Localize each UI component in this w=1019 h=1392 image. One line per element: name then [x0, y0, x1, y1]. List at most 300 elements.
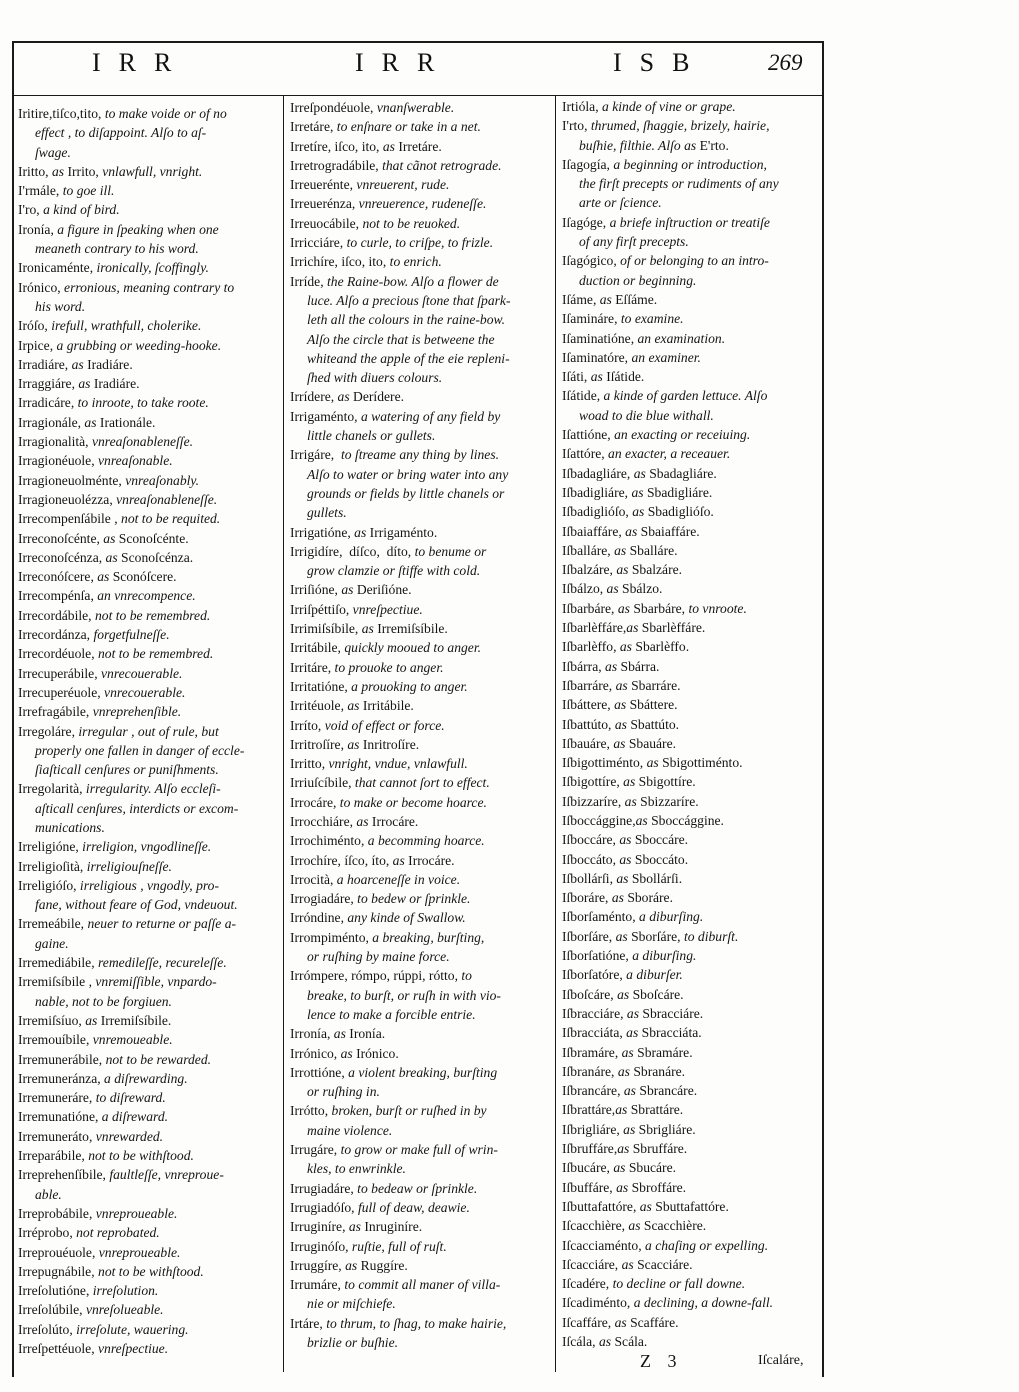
entry-first-line [290, 445, 552, 464]
entry-first-line [18, 1107, 280, 1126]
headword: Irrigáre, [290, 447, 335, 463]
headword: Irritatióne, [290, 678, 348, 694]
definition-text: a declining, a downe-fall. [630, 1295, 774, 1311]
definition-text: a watering of any field by [357, 408, 501, 424]
definition-text: as [612, 870, 629, 886]
entry-first-line [562, 1004, 824, 1023]
cross-reference: Irrocáre. [404, 852, 455, 868]
dictionary-entry [18, 779, 280, 837]
dictionary-entry [290, 1198, 552, 1217]
entry-first-line [18, 220, 280, 239]
entry-first-line [562, 792, 824, 811]
headword: Iſbarlèffo, [562, 639, 617, 655]
definition-text: as [337, 582, 354, 598]
dictionary-entry [290, 908, 552, 927]
entry-first-line [562, 1023, 824, 1042]
entry-first-line [562, 425, 824, 444]
dictionary-entry [18, 413, 280, 432]
entry-first-line [562, 888, 824, 907]
cross-reference: Sbrancáre. [635, 1083, 698, 1099]
headword: Irrugiadóſo, [290, 1199, 355, 1215]
headword: Iſcála, [562, 1334, 596, 1349]
definition-text: vnremiſſible, vnpardo- [92, 974, 217, 990]
definition-text: vnreſpectiue. [349, 601, 423, 617]
dictionary-entry [562, 946, 824, 965]
definition-text: grow clamzie or ſtiffe with cold. [307, 563, 481, 579]
entry-first-line [562, 444, 824, 463]
entry-continuation-line [562, 193, 824, 212]
dictionary-entry [562, 676, 824, 695]
cross-reference: Iſátide. [602, 369, 645, 385]
dictionary-entry [562, 657, 824, 676]
headword: Irremeábile, [18, 916, 85, 932]
headword: Irrugiadáre, [290, 1180, 354, 1196]
dictionary-entry [290, 638, 552, 657]
cross-reference: Irremiſsíbile. [97, 1012, 172, 1028]
cross-reference: Sbracciáre. [639, 1005, 704, 1021]
definition-text: woad to die blue withall. [579, 407, 714, 423]
definition-text: as [623, 1005, 639, 1021]
entry-first-line [562, 657, 824, 676]
definition-text: to decline or fall downe. [609, 1276, 746, 1292]
dictionary-entry [18, 1223, 280, 1242]
dictionary-entry [18, 490, 280, 509]
definition-text: breake, to burſt, or ruſh in with vio- [307, 987, 501, 1003]
headword: Irritábile, [290, 640, 341, 656]
cross-reference: Sbigottiménto. [658, 755, 743, 771]
headword: Iſboráre, [562, 890, 609, 906]
definition-text: as [614, 600, 630, 616]
cross-reference: Sbalzáre. [628, 562, 683, 578]
headword: Irrefragábile, [18, 704, 90, 720]
entry-first-line [562, 116, 824, 135]
definition-text: as [619, 1121, 636, 1137]
definition-text: as [610, 542, 627, 558]
cross-reference: Sbizzaríre. [636, 793, 699, 809]
headword: Iſcadére, [562, 1276, 610, 1292]
dictionary-entry [290, 831, 552, 850]
dictionary-entry [290, 137, 552, 156]
definition-text: lence to make a forcible entrie. [307, 1006, 476, 1022]
entry-continuation-line [290, 368, 552, 387]
dictionary-entry [562, 464, 824, 483]
headword: Irragionalità, [18, 434, 89, 450]
entry-first-line [18, 355, 280, 374]
dictionary-entry [290, 851, 552, 870]
entry-first-line [18, 567, 280, 586]
running-head-column-3: ISB [613, 48, 708, 77]
entry-first-line [18, 393, 280, 412]
entry-first-line [18, 1011, 280, 1030]
dictionary-entry [562, 715, 824, 734]
headword: Iſbruffáre, [562, 1141, 618, 1157]
cross-reference: Sballáre. [626, 542, 678, 558]
cross-reference: Sbarbáre, [629, 600, 686, 616]
entry-first-line [562, 213, 824, 232]
entry-first-line [562, 1216, 824, 1235]
entry-first-line [18, 953, 280, 972]
dictionary-entry [290, 696, 552, 715]
cross-reference: Scála. [611, 1334, 648, 1349]
dictionary-entry [562, 348, 824, 367]
definition-text: as [334, 389, 350, 405]
entry-first-line [562, 290, 824, 309]
definition-text: a chaſing or expelling. [641, 1237, 769, 1253]
page-border-top [12, 41, 824, 43]
dictionary-entry [290, 1024, 552, 1043]
definition-text: forgetfulneſſe. [90, 627, 170, 643]
cross-reference: Sconóſcere. [109, 569, 177, 585]
headword: Iſballáre, [562, 542, 611, 558]
dictionary-entry [18, 1107, 280, 1126]
entry-first-line [290, 658, 552, 677]
headword: Irreparábile, [18, 1148, 85, 1164]
dictionary-entry [290, 445, 552, 522]
headword: Irretrogradábile, [290, 157, 379, 173]
dictionary-entry [18, 220, 280, 259]
entry-first-line [562, 367, 824, 386]
dictionary-entry [290, 658, 552, 677]
definition-text: ſiaſticall cenſures or puniſhments. [35, 762, 219, 778]
dictionary-entry [290, 542, 552, 581]
headword: Iſamináre, [562, 311, 618, 327]
entry-first-line [562, 1274, 824, 1293]
definition-text: to thrum, to ſhag, to make hairie, [322, 1315, 507, 1331]
dictionary-entry [562, 1293, 824, 1312]
definition-text: as [343, 698, 360, 714]
headword: Irregoláre, [18, 723, 75, 739]
definition-text: his word. [35, 298, 86, 314]
entry-first-line [18, 1127, 280, 1146]
dictionary-entry [562, 116, 824, 155]
entry-first-line [290, 793, 552, 812]
headword: Irrimiſsíbile, [290, 621, 359, 637]
definition-text: able. [35, 1186, 62, 1202]
dictionary-entry [562, 734, 824, 753]
definition-text: a prouoking to anger. [347, 678, 468, 694]
headword: Iſagógico, [562, 253, 617, 269]
headword: Iſbálzo, [562, 581, 604, 597]
definition-text: of any firſt precepts. [579, 234, 689, 250]
headword: Irrocáre, [290, 794, 337, 810]
definition-text: meaneth contrary to his word. [35, 241, 199, 257]
definition-text: aſticall cenſures, interdicts or excom- [35, 800, 239, 816]
headword: Ironía, [18, 221, 54, 237]
entry-first-line [562, 946, 824, 965]
dictionary-entry [18, 1127, 280, 1146]
entry-continuation-line [18, 934, 280, 953]
headword: Irritéuole, [290, 698, 344, 714]
headword: Irrótto, [290, 1103, 329, 1119]
definition-text: as [81, 1012, 98, 1028]
dictionary-entry [290, 156, 552, 175]
definition-text: to goe ill. [59, 183, 115, 199]
headword: Iſbadagliáre, [562, 465, 631, 481]
entry-continuation-line [562, 406, 824, 425]
entry-first-line [18, 702, 280, 721]
entry-first-line [562, 1178, 824, 1197]
entry-continuation-line [290, 1082, 552, 1101]
headword: Iſbucáre, [562, 1160, 610, 1176]
dictionary-entry [18, 567, 280, 586]
definition-text: to curle, to criſpe, to frizle. [343, 235, 494, 251]
headword: Irremuneránza, [18, 1070, 101, 1086]
cross-reference: E'rto. [696, 137, 729, 153]
headword: Irrídere, [290, 389, 335, 405]
header-divider [12, 95, 824, 96]
entry-first-line [290, 1314, 552, 1333]
entry-first-line [18, 336, 280, 355]
entry-first-line [562, 985, 824, 1004]
entry-first-line [290, 272, 552, 291]
definition-text: vnrecouerable. [97, 665, 183, 681]
headword: Irretáre, [290, 119, 334, 135]
definition-text: not to be withſtood. [94, 1263, 204, 1279]
dictionary-entry [18, 1243, 280, 1262]
entry-first-line [562, 251, 824, 270]
entry-first-line [18, 1339, 280, 1358]
definition-text: that cãnot retrograde. [378, 157, 502, 173]
cross-reference: Sbrigliáre. [635, 1121, 696, 1137]
entry-first-line [290, 1198, 552, 1217]
definition-text: as [619, 774, 636, 790]
entry-first-line [562, 1120, 824, 1139]
definition-text: nable, not to be forgiuen. [35, 993, 172, 1009]
definition-text: an examination. [634, 330, 726, 346]
dictionary-entry [562, 1313, 824, 1332]
entry-continuation-line [290, 503, 552, 522]
headword: Irricciáre, [290, 235, 344, 251]
entry-continuation-line [18, 760, 280, 779]
dictionary-entry [18, 529, 280, 548]
entry-first-line [18, 200, 280, 219]
entry-continuation-line [290, 947, 552, 966]
dictionary-entry [562, 965, 824, 984]
entry-first-line [562, 541, 824, 560]
entry-first-line [290, 831, 552, 850]
dictionary-entry [18, 1262, 280, 1281]
headword: Iſboſcáre, [562, 986, 614, 1002]
entry-first-line [562, 695, 824, 714]
entry-first-line [18, 1146, 280, 1165]
headword: Iſbáttere, [562, 697, 611, 713]
definition-text: properly one fallen in danger of eccle- [35, 742, 245, 758]
dictionary-entry [290, 716, 552, 735]
entry-first-line [18, 451, 280, 470]
dictionary-entry [290, 870, 552, 889]
headword: Iſbigottíre, [562, 774, 620, 790]
cross-reference: Sbálzo. [618, 581, 663, 597]
definition-text: as [379, 138, 395, 154]
column-1-body [18, 104, 280, 1358]
dictionary-entry [562, 579, 824, 598]
dictionary-entry [562, 637, 824, 656]
definition-text: whiteand the apple of the eie repleni- [307, 350, 510, 366]
headword: Iſbranáre, [562, 1063, 615, 1079]
dictionary-entry [562, 792, 824, 811]
dictionary-entry [18, 876, 280, 915]
headword: Irrompiménto, [290, 929, 369, 945]
definition-text: faultleſſe, vnreproue- [105, 1167, 224, 1183]
cross-reference: Sbroffáre. [628, 1179, 687, 1195]
running-head-column-2: IRR [355, 48, 453, 77]
dictionary-entry [290, 1101, 552, 1140]
headword: Irréprobo, [18, 1225, 73, 1241]
dictionary-entry [290, 1140, 552, 1179]
entry-first-line [562, 715, 824, 734]
dictionary-entry [290, 252, 552, 271]
definition-text: as [636, 1198, 652, 1214]
cross-reference: Sbadagliáre. [645, 465, 717, 481]
definition-text: kles, to enwrinkle. [307, 1161, 406, 1177]
entry-first-line [18, 548, 280, 567]
headword: Iſbarlèffáre, [562, 620, 627, 636]
dictionary-entry [18, 393, 280, 412]
entry-continuation-line [18, 741, 280, 760]
definition-text: as [614, 1063, 630, 1079]
dictionary-entry [18, 1011, 280, 1030]
headword: Irreconóſcere, [18, 569, 94, 585]
entry-first-line [562, 869, 824, 888]
definition-text: the firſt precepts or rudiments of any [579, 176, 779, 192]
entry-continuation-line [290, 1159, 552, 1178]
definition-text: as [102, 549, 118, 565]
definition-text: ruſtie, full of ruſt. [348, 1238, 447, 1254]
headword: Irragioneuolézza, [18, 491, 113, 507]
headword: Irreligioſità, [18, 858, 84, 874]
dictionary-entry [18, 200, 280, 219]
dictionary-entry [290, 1063, 552, 1102]
definition-text: fane, without feare of God, vndeuout. [35, 897, 238, 913]
dictionary-entry [562, 1332, 824, 1351]
definition-text: vnreprehenſible. [89, 704, 182, 720]
cross-reference: Eſſáme. [611, 291, 658, 307]
page-border-left [12, 41, 14, 1377]
definition-text: vnrewarded. [92, 1128, 164, 1144]
definition-text: grounds or fields by little chanels or [307, 485, 505, 501]
headword: Irritto, [290, 756, 326, 772]
entry-first-line [18, 1320, 280, 1339]
headword: Iſaminatióne, [562, 330, 635, 346]
definition-text: quickly mooued to anger. [340, 640, 482, 656]
dictionary-entry [562, 1043, 824, 1062]
dictionary-entry [562, 1255, 824, 1274]
entry-continuation-line [18, 992, 280, 1011]
entry-first-line [290, 600, 552, 619]
definition-text: a grubbing or weeding-hooke. [53, 337, 222, 353]
cross-reference: Irrocáre. [368, 813, 419, 829]
definition-text: not to be remembred. [94, 646, 214, 662]
definition-text: vnreuerent, rude. [353, 177, 450, 193]
entry-first-line [18, 1243, 280, 1262]
definition-text: full of deaw, deawie. [354, 1199, 470, 1215]
headword: Iſbadigliáre, [562, 484, 629, 500]
headword: I'rto, [562, 118, 588, 134]
entry-first-line [18, 413, 280, 432]
dictionary-entry [562, 155, 824, 213]
entry-continuation-line [290, 291, 552, 310]
dictionary-entry [562, 367, 824, 386]
dictionary-entry [290, 619, 552, 638]
headword: Irremouíbile, [18, 1032, 90, 1048]
entry-first-line [290, 851, 552, 870]
definition-text: vnlawfull, vnright. [98, 163, 203, 179]
dictionary-entry [562, 1216, 824, 1235]
definition-text: a diſrewarding. [100, 1070, 188, 1086]
definition-text: to grow or make full of wrin- [337, 1142, 498, 1158]
definition-text: duction or beginning. [579, 272, 697, 288]
headword: Irremiſsíbile , [18, 974, 92, 990]
dictionary-entry [18, 471, 280, 490]
entry-first-line [18, 972, 280, 991]
dictionary-entry [562, 560, 824, 579]
definition-text: vnanſwerable. [373, 100, 455, 115]
entry-first-line [18, 104, 280, 123]
dictionary-entry [18, 914, 280, 953]
dictionary-entry [18, 1281, 280, 1300]
definition-text: as [612, 928, 628, 944]
dictionary-entry [290, 1314, 552, 1353]
cross-reference: Sbranáre. [629, 1063, 686, 1079]
definition-text: not to be rewarded. [102, 1051, 212, 1067]
definition-text: a kind of bird. [39, 202, 120, 218]
headword: Irremunatióne, [18, 1109, 99, 1125]
dictionary-entry [562, 1023, 824, 1042]
headword: Iſattóre, [562, 446, 605, 462]
headword: Irreſpondéuole, [290, 100, 374, 115]
definition-text: as [341, 1257, 358, 1273]
definition-text: as [93, 569, 110, 585]
cross-reference: Sbáttere. [626, 697, 678, 713]
entry-first-line [562, 1062, 824, 1081]
entry-first-line [290, 773, 552, 792]
headword: Iſbarbáre, [562, 600, 615, 616]
entry-first-line [562, 618, 824, 637]
dictionary-entry [562, 522, 824, 541]
definition-text: as [99, 530, 116, 546]
dictionary-entry [562, 772, 824, 791]
cross-reference: Sbollárſi. [628, 870, 683, 886]
dictionary-entry [290, 1256, 552, 1275]
entry-continuation-line [18, 799, 280, 818]
entry-first-line [290, 696, 552, 715]
dictionary-entry [18, 1050, 280, 1069]
entry-first-line [562, 676, 824, 695]
entry-first-line [18, 1069, 280, 1088]
headword: Irrichíre, iſco, ito, [290, 254, 387, 270]
definition-text: a becomming hoarce. [364, 833, 485, 849]
running-head-column-1: IRR [92, 48, 190, 77]
dictionary-entry [562, 425, 824, 444]
entry-first-line [562, 734, 824, 753]
dictionary-entry [562, 502, 824, 521]
definition-text: an examiner. [628, 349, 701, 365]
headword: Iſbauáre, [562, 735, 610, 751]
definition-text: not to be reuoked. [359, 215, 461, 231]
dictionary-entry [18, 644, 280, 663]
definition-text: as [350, 524, 367, 540]
entry-first-line [562, 386, 824, 405]
cross-reference: Sbárra. [617, 658, 660, 674]
entry-continuation-line [290, 349, 552, 368]
entry-first-line [18, 876, 280, 895]
headword: Iſbadiglióſo, [562, 504, 629, 520]
definition-text: a violent breaking, burſting [344, 1064, 498, 1080]
dictionary-entry [18, 1300, 280, 1319]
entry-continuation-line [290, 330, 552, 349]
cross-reference: Scacciáre. [633, 1256, 693, 1272]
headword: Irríto, [290, 717, 322, 733]
